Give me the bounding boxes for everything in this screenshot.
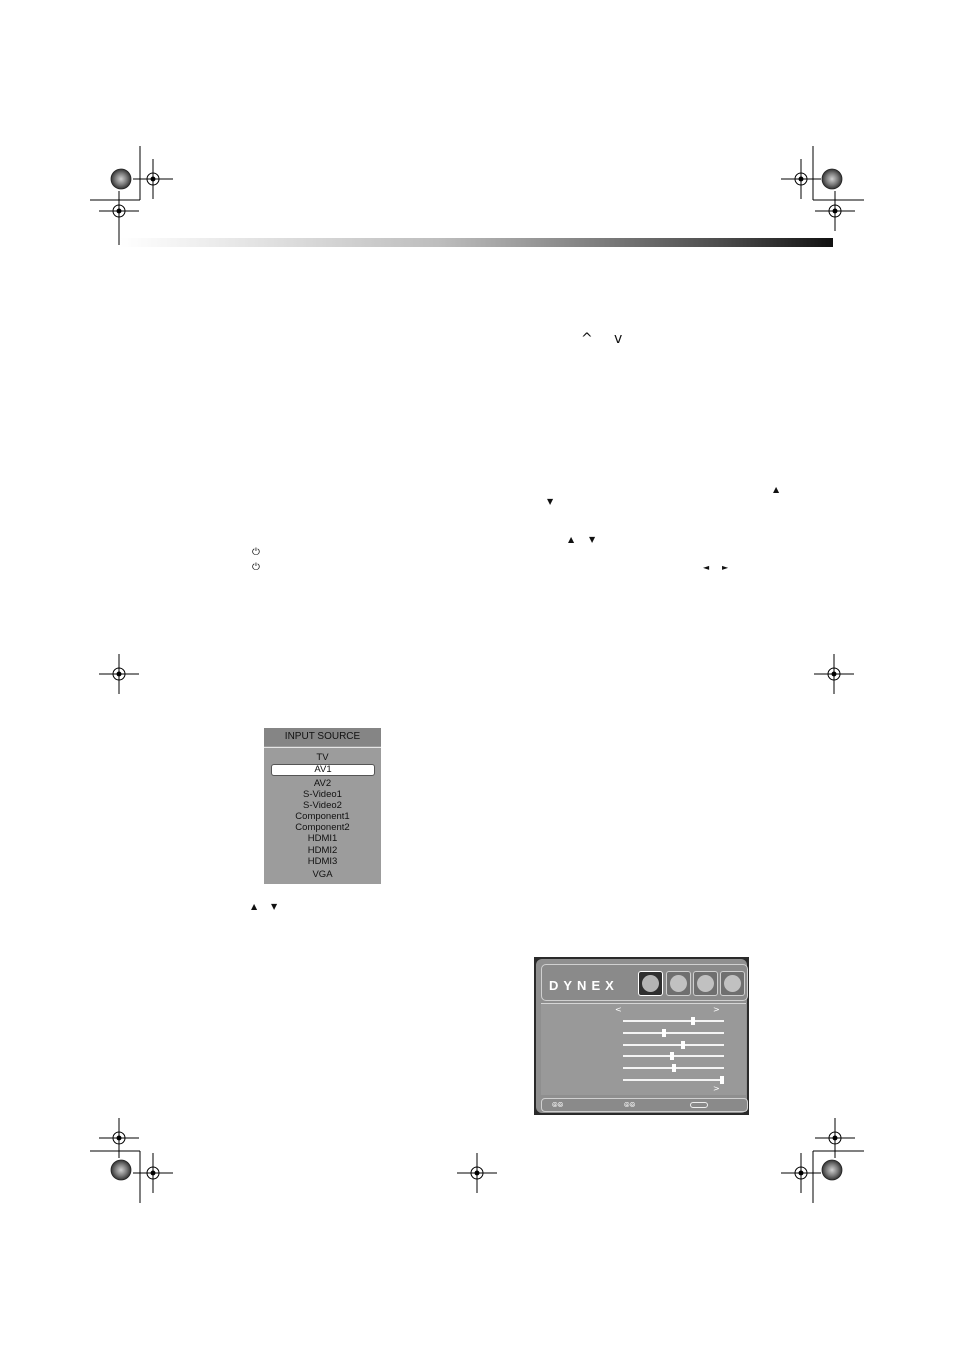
input-option-av1[interactable]: AV1 <box>271 764 375 776</box>
crosshair-icon <box>814 654 854 694</box>
crosshair-icon <box>815 1118 855 1158</box>
input-option-hdmi2[interactable]: HDMI2 <box>307 845 338 856</box>
power-icon: ⏻ <box>252 562 260 573</box>
prev-option-icon[interactable]: < <box>615 1005 622 1014</box>
registration-dot-icon <box>111 169 131 189</box>
channels-tab-icon[interactable] <box>720 971 745 996</box>
osd-settings-panel <box>541 1003 746 1095</box>
audio-tab-icon[interactable] <box>666 971 691 996</box>
crosshair-icon <box>781 159 821 199</box>
dynex-logo: DYNEX <box>549 978 619 993</box>
input-option-s-video1[interactable]: S-Video1 <box>303 789 342 800</box>
submenu-arrow-icon[interactable]: > <box>713 1084 720 1093</box>
settings-tab-icon[interactable] <box>693 971 718 996</box>
header-gradient-rule <box>120 238 833 247</box>
input-option-tv[interactable]: TV <box>316 752 329 763</box>
left-arrow-icon: ◄ <box>703 563 710 572</box>
channel-down-icon: v <box>614 331 623 347</box>
down-arrow-icon: ▼ <box>271 902 278 911</box>
dynex-osd-menu <box>534 957 749 1115</box>
crosshair-icon <box>99 1118 139 1158</box>
crosshair-icon <box>133 159 173 199</box>
input-source-title: INPUT SOURCE <box>264 728 381 746</box>
input-option-component1[interactable]: Component1 <box>295 811 350 822</box>
adjust-buttons-icon: ⦾⦾ <box>624 1101 636 1109</box>
crosshair-icon <box>457 1153 497 1193</box>
power-icon: ⏻ <box>252 547 260 558</box>
brightness-slider[interactable] <box>623 1020 724 1022</box>
up-arrow-icon: ▲ <box>251 902 258 911</box>
input-option-hdmi3[interactable]: HDMI3 <box>307 856 338 867</box>
up-arrow-icon: ▲ <box>773 485 780 494</box>
input-option-av2[interactable]: AV2 <box>313 778 332 789</box>
registration-dot-icon <box>822 169 842 189</box>
color-slider[interactable] <box>623 1044 724 1046</box>
crosshair-icon <box>815 191 855 231</box>
registration-dot-icon <box>822 1160 842 1180</box>
osd-top-bar <box>541 964 748 1001</box>
channel-up-icon: ^ <box>581 331 593 347</box>
input-option-hdmi1[interactable]: HDMI1 <box>307 833 338 844</box>
next-option-icon[interactable]: > <box>713 1005 720 1014</box>
right-arrow-icon: ► <box>722 563 729 572</box>
down-arrow-icon: ▼ <box>589 535 596 544</box>
input-option-vga[interactable]: VGA <box>312 869 333 880</box>
exit-button-icon <box>690 1102 708 1108</box>
crosshair-icon <box>781 1153 821 1193</box>
osd-frame <box>536 959 747 1113</box>
down-arrow-icon: ▼ <box>547 497 554 506</box>
picture-tab-icon[interactable] <box>638 971 663 996</box>
crosshair-icon <box>133 1153 173 1193</box>
osd-footer <box>541 1098 748 1112</box>
tint-slider[interactable] <box>623 1055 724 1057</box>
backlight-slider[interactable] <box>623 1079 724 1081</box>
input-source-menu <box>264 728 381 884</box>
sharpness-slider[interactable] <box>623 1067 724 1069</box>
up-arrow-icon: ▲ <box>568 535 575 544</box>
input-option-component2[interactable]: Component2 <box>295 822 350 833</box>
move-buttons-icon: ⦾⦾ <box>552 1101 564 1109</box>
crosshair-icon <box>99 654 139 694</box>
registration-dot-icon <box>111 1160 131 1180</box>
crosshair-icon <box>99 191 139 231</box>
contrast-slider[interactable] <box>623 1032 724 1034</box>
input-option-s-video2[interactable]: S-Video2 <box>303 800 342 811</box>
menu-divider <box>264 747 381 748</box>
